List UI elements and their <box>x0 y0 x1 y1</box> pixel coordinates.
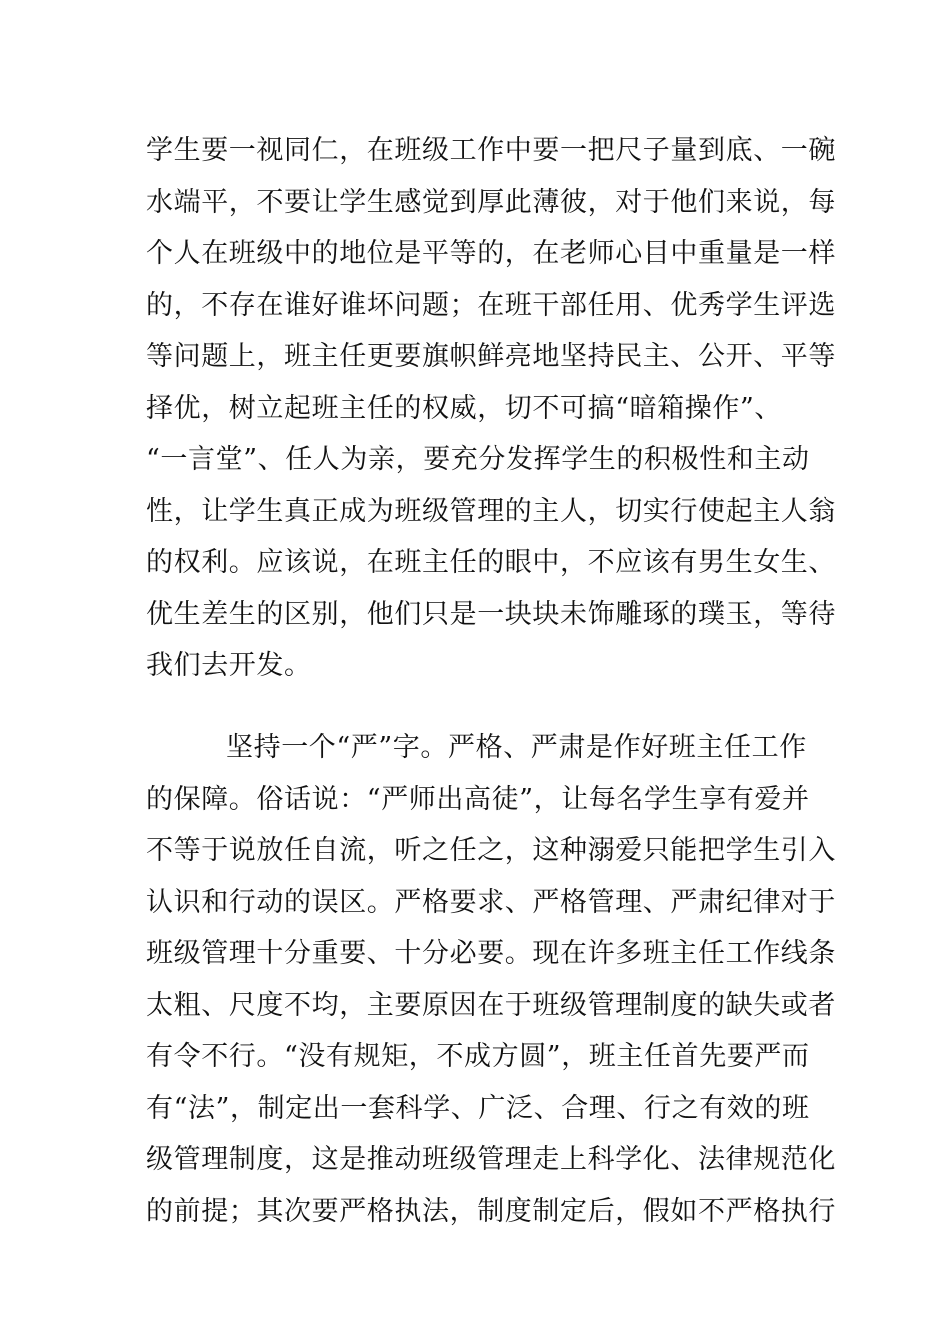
text-line: 级管理制度，这是推动班级管理走上科学化、法律规范化 <box>146 1144 836 1175</box>
paragraph-continuation <box>146 125 836 692</box>
text-line: “一言堂”、任人为亲，要充分发挥学生的积极性和主动 <box>146 444 810 475</box>
text-line: 我们去开发。 <box>146 650 312 681</box>
text-line: 的保障。俗话说：“严师出高徒”，让每名学生享有爱并 <box>146 783 810 815</box>
text-line: 坚持一个“严”字。严格、严肃是作好班主任工作 <box>226 732 807 763</box>
text-line: 班级管理十分重要、十分必要。现在许多班主任工作线条 <box>146 938 836 969</box>
text-line: 的权利。应该说，在班主任的眼中，不应该有男生女生、 <box>146 547 836 578</box>
text-line: 优生差生的区别，他们只是一块块未饰雕琢的璞玉，等待 <box>146 598 836 630</box>
text-line: 不等于说放任自流，听之任之，这种溺爱只能把学生引入 <box>146 835 836 866</box>
text-line: 的，不存在谁好谁坏问题；在班干部任用、优秀学生评选 <box>146 289 836 321</box>
text-line: 学生要一视同仁，在班级工作中要一把尺子量到底、一碗 <box>146 135 836 166</box>
text-line: 的前提；其次要严格执法，制度制定后，假如不严格执行 <box>146 1195 836 1227</box>
text-line: 太粗、尺度不均，主要原因在于班级管理制度的缺失或者 <box>146 989 836 1021</box>
paragraph-strictness <box>146 722 836 1237</box>
text-line: 等问题上，班主任更要旗帜鲜亮地坚持民主、公开、平等 <box>146 341 836 372</box>
text-line: 有“法”，制定出一套科学、广泛、合理、行之有效的班 <box>146 1092 810 1124</box>
text-line: 个人在班级中的地位是平等的，在老师心目中重量是一样 <box>146 238 836 269</box>
text-line: 水端平，不要让学生感觉到厚此薄彼，对于他们来说，每 <box>146 186 836 218</box>
text-line: 有令不行。“没有规矩，不成方圆”，班主任首先要严而 <box>146 1041 810 1072</box>
text-line: 认识和行动的误区。严格要求、严格管理、严肃纪律对于 <box>146 886 836 918</box>
text-line: 性，让学生真正成为班级管理的主人，切实行使起主人翁 <box>146 495 836 527</box>
text-line: 择优，树立起班主任的权威，切不可搞“暗箱操作”、 <box>146 392 783 424</box>
